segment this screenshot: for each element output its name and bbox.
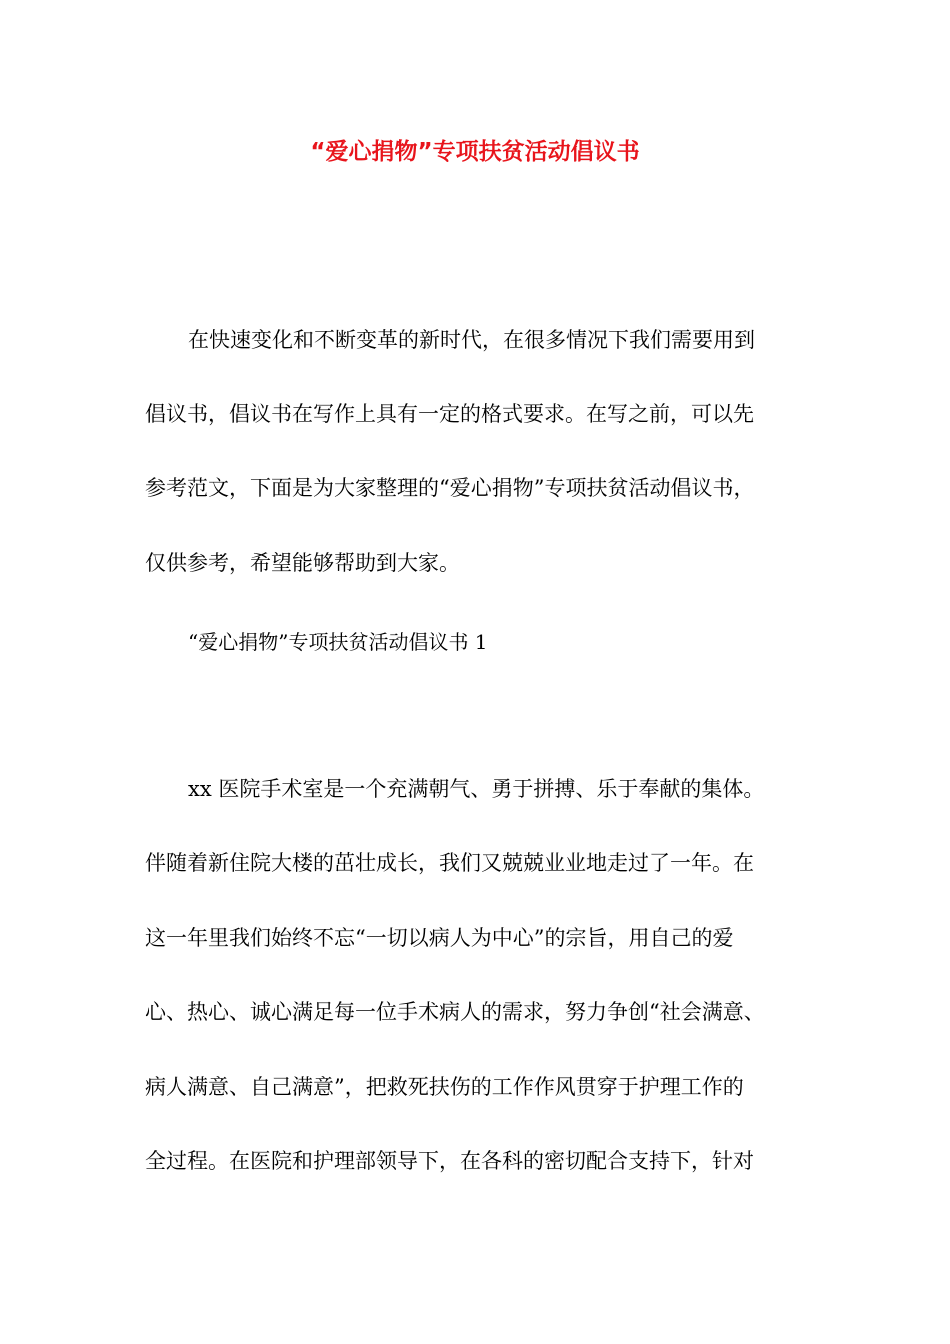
section-title: “爱心捐物”专项扶贫活动倡议书 1: [188, 630, 488, 654]
intro-line-2: 倡议书，倡议书在写作上具有一定的格式要求。在写之前，可以先: [145, 402, 754, 426]
body-line-3: 这一年里我们始终不忘“一切以病人为中心”的宗旨，用自己的爱: [145, 926, 734, 950]
body-line-5: 病人满意、自己满意”，把救死扶伤的工作作风贯穿于护理工作的: [145, 1075, 744, 1099]
intro-line-3: 参考范文，下面是为大家整理的“爱心捐物”专项扶贫活动倡议书，: [145, 476, 755, 500]
body-line-4: 心、热心、诚心满足每一位手术病人的需求，努力争创“社会满意、: [145, 1000, 765, 1024]
intro-line-4: 仅供参考，希望能够帮助到大家。: [145, 551, 460, 575]
document-title: “爱心捐物”专项扶贫活动倡议书: [310, 139, 640, 165]
body-line-1: xx 医院手术室是一个充满朝气、勇于拼搏、乐于奉献的集体。: [188, 777, 765, 801]
body-line-6: 全过程。在医院和护理部领导下，在各科的密切配合支持下，针对: [145, 1149, 754, 1173]
intro-line-1: 在快速变化和不断变革的新时代，在很多情况下我们需要用到: [188, 328, 755, 352]
body-line-2: 伴随着新住院大楼的茁壮成长，我们又兢兢业业地走过了一年。在: [145, 851, 754, 875]
